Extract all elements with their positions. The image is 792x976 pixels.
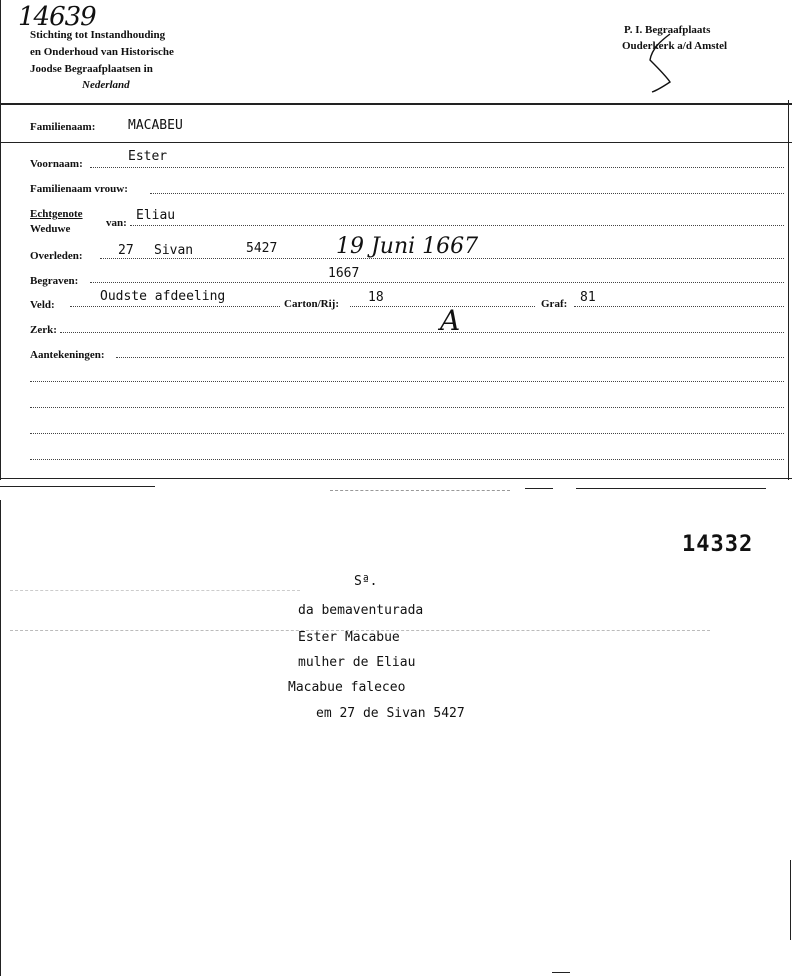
- overleden-day: 27: [118, 243, 134, 258]
- begraven-value: 1667: [328, 266, 360, 281]
- inscription-line-4: mulher de Eliau: [298, 655, 416, 670]
- zerk-label: Zerk:: [30, 324, 57, 336]
- voornaam-value: Ester: [128, 149, 168, 164]
- echtgenote-label: Echtgenote: [30, 208, 83, 220]
- notes-line: [30, 381, 784, 382]
- inscription-line-5: Macabue faleceo: [288, 680, 406, 695]
- overleden-handwritten-date: 19 Juni 1667: [336, 234, 479, 259]
- van-label: van:: [106, 217, 127, 229]
- overleden-month: Sivan: [154, 243, 194, 258]
- inscription-line-3: Ester Macabue: [298, 630, 400, 645]
- handwritten-mark-icon: [640, 30, 680, 95]
- organization-line-4: Nederland: [82, 79, 130, 91]
- aantekeningen-label: Aantekeningen:: [30, 349, 105, 361]
- voornaam-label: Voornaam:: [30, 158, 83, 170]
- graf-value: 81: [580, 290, 596, 305]
- familienaam-label: Familienaam:: [30, 121, 96, 133]
- familienaam-value: MACABEU: [128, 118, 183, 133]
- van-value: Eliau: [136, 208, 176, 223]
- carton-label: Carton/Rij:: [284, 298, 339, 310]
- weduwe-label: Weduwe: [30, 223, 71, 235]
- graf-label: Graf:: [541, 298, 568, 310]
- begraven-label: Begraven:: [30, 275, 79, 287]
- notes-line: [30, 459, 784, 460]
- zerk-value: A: [440, 304, 461, 337]
- notes-line: [30, 407, 784, 408]
- notes-line: [30, 433, 784, 434]
- inscription-line-2: da bemaventurada: [298, 603, 424, 618]
- archive-number: 14639: [18, 2, 96, 32]
- inscription-line-6: em 27 de Sivan 5427: [316, 706, 465, 721]
- card-number: 14332: [682, 532, 754, 557]
- overleden-label: Overleden:: [30, 250, 83, 262]
- overleden-year: 5427: [246, 241, 278, 256]
- organization-line-3: Joodse Begraafplaatsen in: [30, 63, 153, 75]
- veld-label: Veld:: [30, 299, 55, 311]
- carton-value: 18: [368, 290, 384, 305]
- organization-line-1: Stichting tot Instandhouding: [30, 29, 166, 41]
- veld-value: Oudste afdeeling: [100, 289, 226, 304]
- cemetery-line-1: P. I. Begraafplaats: [624, 24, 711, 36]
- organization-line-2: en Onderhoud van Historische: [30, 46, 174, 58]
- cemetery-line-2: Ouderkerk a/d Amstel: [622, 40, 728, 52]
- inscription-line-1: Sª.: [354, 574, 378, 589]
- familienaam-vrouw-label: Familienaam vrouw:: [30, 183, 128, 195]
